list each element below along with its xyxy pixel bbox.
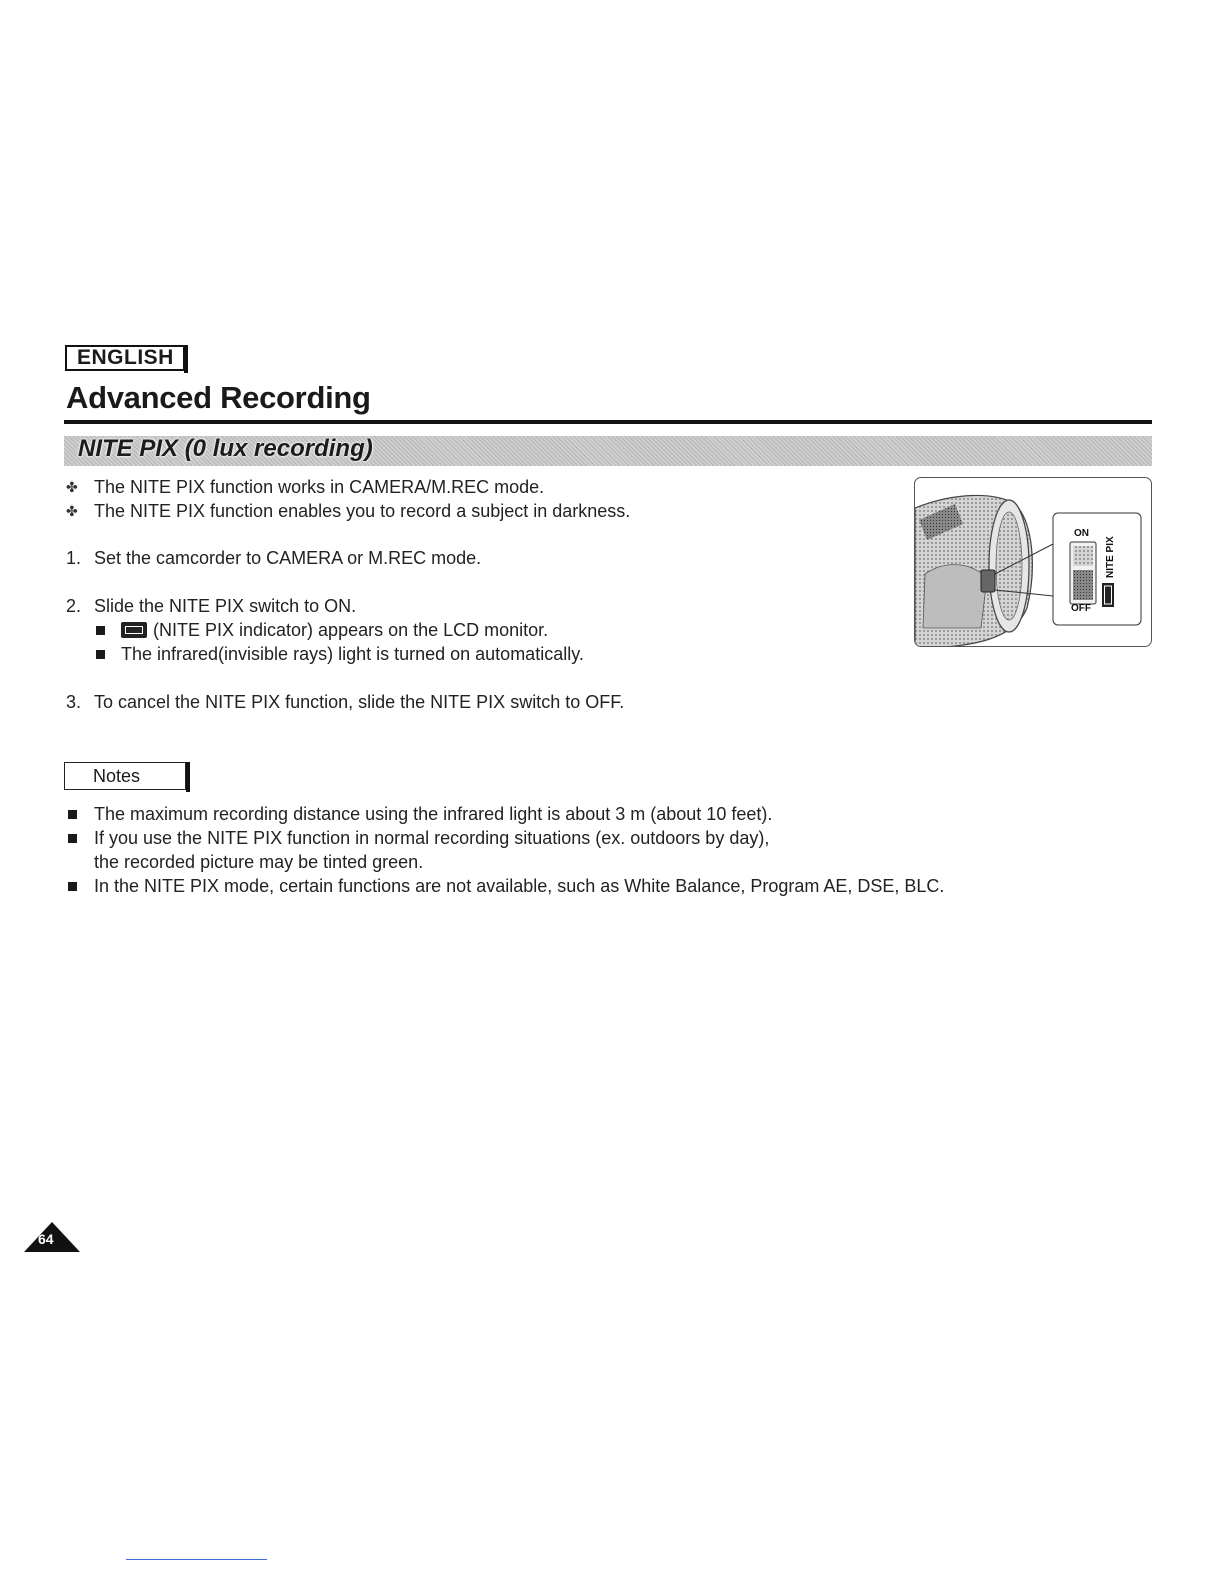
square-bullet-icon	[68, 810, 77, 819]
intro-line: The NITE PIX function works in CAMERA/M.REC mode.	[94, 477, 545, 497]
square-bullet-icon	[96, 650, 105, 659]
step-bullet-text: (NITE PIX indicator) appears on the LCD monitor.	[153, 620, 549, 640]
camcorder-illustration	[914, 477, 1152, 647]
step-text: Set the camcorder to CAMERA or M.REC mode.	[94, 548, 482, 568]
step-bullet-text: The infrared(invisible rays) light is turned on automatically.	[121, 644, 584, 664]
step-text: To cancel the NITE PIX function, slide the NITE PIX switch to OFF.	[94, 692, 625, 712]
square-bullet-icon	[68, 834, 77, 843]
step-number: 3.	[66, 692, 82, 712]
switch-name-label: NITE PIX	[1105, 536, 1116, 578]
footer-rule	[126, 1559, 267, 1560]
step-number: 2.	[66, 596, 82, 616]
notes-label: Notes	[64, 762, 186, 790]
page-title: Advanced Recording	[66, 380, 371, 415]
page-number: 64	[38, 1231, 54, 1247]
note-item: If you use the NITE PIX function in normal recording situations (ex. outdoors by day),	[94, 828, 770, 848]
note-item: The maximum recording distance using the infrared light is about 3 m (about 10 feet).	[94, 804, 773, 824]
square-bullet-icon	[96, 626, 105, 635]
step-bullet	[121, 619, 548, 641]
switch-off-label: OFF	[1071, 603, 1091, 614]
intro-line: The NITE PIX function enables you to record a subject in darkness.	[94, 501, 631, 521]
title-rule	[64, 420, 1152, 424]
section-title: NITE PIX (0 lux recording)	[78, 435, 373, 462]
language-tab: ENGLISH	[65, 345, 185, 371]
nite-pix-indicator-icon	[121, 622, 147, 638]
diamond-bullet-icon: ✤	[66, 503, 78, 519]
camcorder-drawing	[915, 478, 1152, 647]
note-item: In the NITE PIX mode, certain functions are not available, such as White Balance, Program AE, DSE, BLC.	[94, 876, 945, 896]
step-number: 1.	[66, 548, 82, 568]
diamond-bullet-icon: ✤	[66, 479, 78, 495]
switch-on-label: ON	[1074, 528, 1089, 539]
step-text: Slide the NITE PIX switch to ON.	[94, 596, 357, 616]
note-item: the recorded picture may be tinted green.	[94, 852, 424, 872]
square-bullet-icon	[68, 882, 77, 891]
